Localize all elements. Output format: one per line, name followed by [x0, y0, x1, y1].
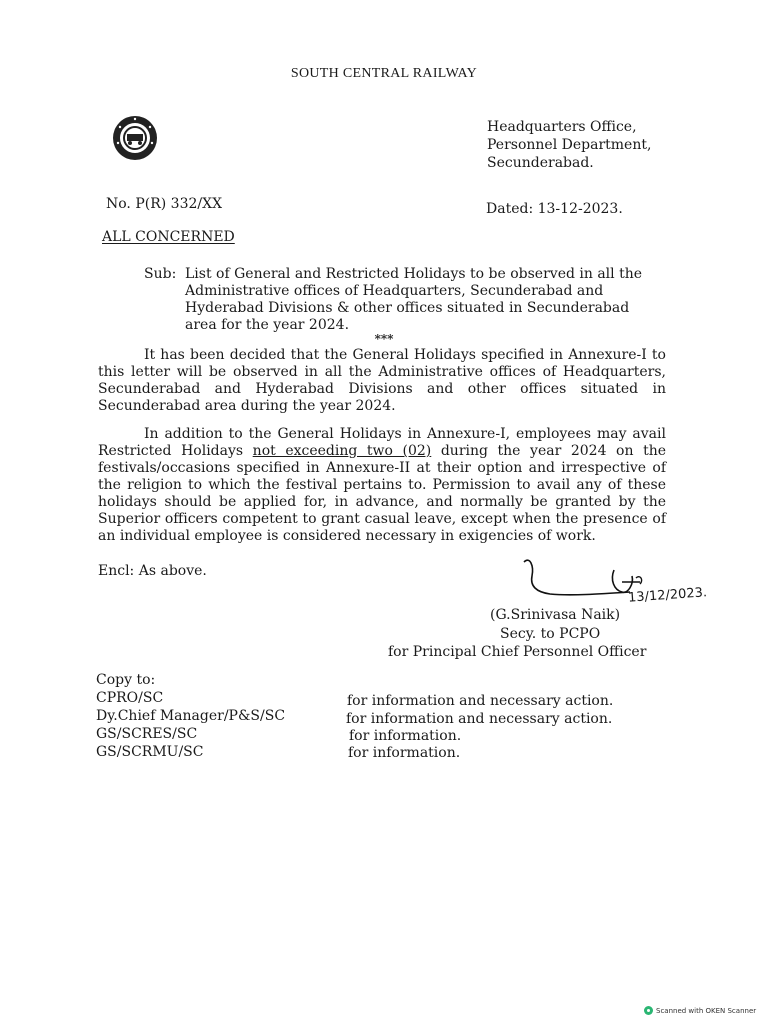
copy-recipient: Dy.Chief Manager/P&S/SC [96, 708, 286, 724]
paragraph-text-start: In addition to the General Holidays in Annexure-I, employees may avail Restricted Holidays [98, 426, 666, 459]
subject-block [144, 266, 664, 334]
organization-heading: SOUTH CENTRAL RAILWAY [290, 66, 478, 81]
copy-row [96, 744, 656, 762]
emphasis-limit: not exceeding two (02) [252, 443, 432, 459]
copy-row [96, 726, 656, 744]
railway-emblem-icon [110, 113, 160, 163]
copy-to-heading: Copy to: [96, 672, 156, 688]
copy-action: for information and necessary action. [346, 711, 613, 727]
paragraph-text: It has been decided that the General Holidays specified in Annexure-I to this letter will be observed in all the Administrative offices of Headquarters, Secunderabad and Hyderabad Divisions and other offices situated in Secunderabad area during the year 2024. [98, 347, 666, 414]
paragraph-general-holidays [98, 347, 666, 415]
copy-recipient: CPRO/SC [96, 690, 164, 706]
copy-row [96, 690, 656, 708]
oken-scanner-icon [644, 1006, 653, 1015]
copy-recipient: GS/SCRES/SC [96, 726, 198, 742]
paragraph-restricted-holidays [98, 426, 666, 545]
address-line: Personnel Department, [487, 137, 652, 153]
scanner-watermark [644, 1006, 756, 1015]
address-line: Headquarters Office, [487, 119, 637, 135]
reference-number: No. P(R) 332/XX [106, 196, 223, 212]
signatory-name: (G.Srinivasa Naik) [490, 607, 621, 623]
signatory-designation: Secy. to PCPO [500, 626, 601, 642]
copy-recipient: GS/SCRMU/SC [96, 744, 204, 760]
copy-action: for information. [348, 745, 461, 761]
copy-action: for information and necessary action. [347, 693, 614, 709]
separator: *** [374, 332, 394, 346]
scanner-text: Scanned with OKEN Scanner [656, 1006, 757, 1015]
copy-action: for information. [349, 728, 462, 744]
addressee: ALL CONCERNED [102, 229, 235, 245]
signatory-on-behalf: for Principal Chief Personnel Officer [388, 644, 647, 660]
office-address [487, 118, 651, 172]
enclosure-note: Encl: As above. [98, 563, 207, 579]
address-line: Secunderabad. [487, 155, 594, 171]
copy-row [96, 708, 656, 726]
letter-date: Dated: 13-12-2023. [486, 201, 623, 217]
subject-text: List of General and Restricted Holidays to be observed in all the Administrative offices of Headquarters, Secunderabad and Hyderabad Divisions & other offices situated in Secunderabad area for the year 2024. [185, 266, 643, 333]
subject-label: Sub: [144, 266, 177, 282]
paragraph-text-end: during the year 2024 on the festivals/occasions specified in Annexure-II at their option and irrespective of the religion to which the festival pertains to. Permission to avail any of these holidays should be applied for, in advance, and normally be granted by the Superior officers competent to grant casual leave, except when the presence of an individual employee is considered necessary in exigencies of work. [98, 443, 666, 544]
signature-date: 13/12/2023. [627, 585, 708, 606]
